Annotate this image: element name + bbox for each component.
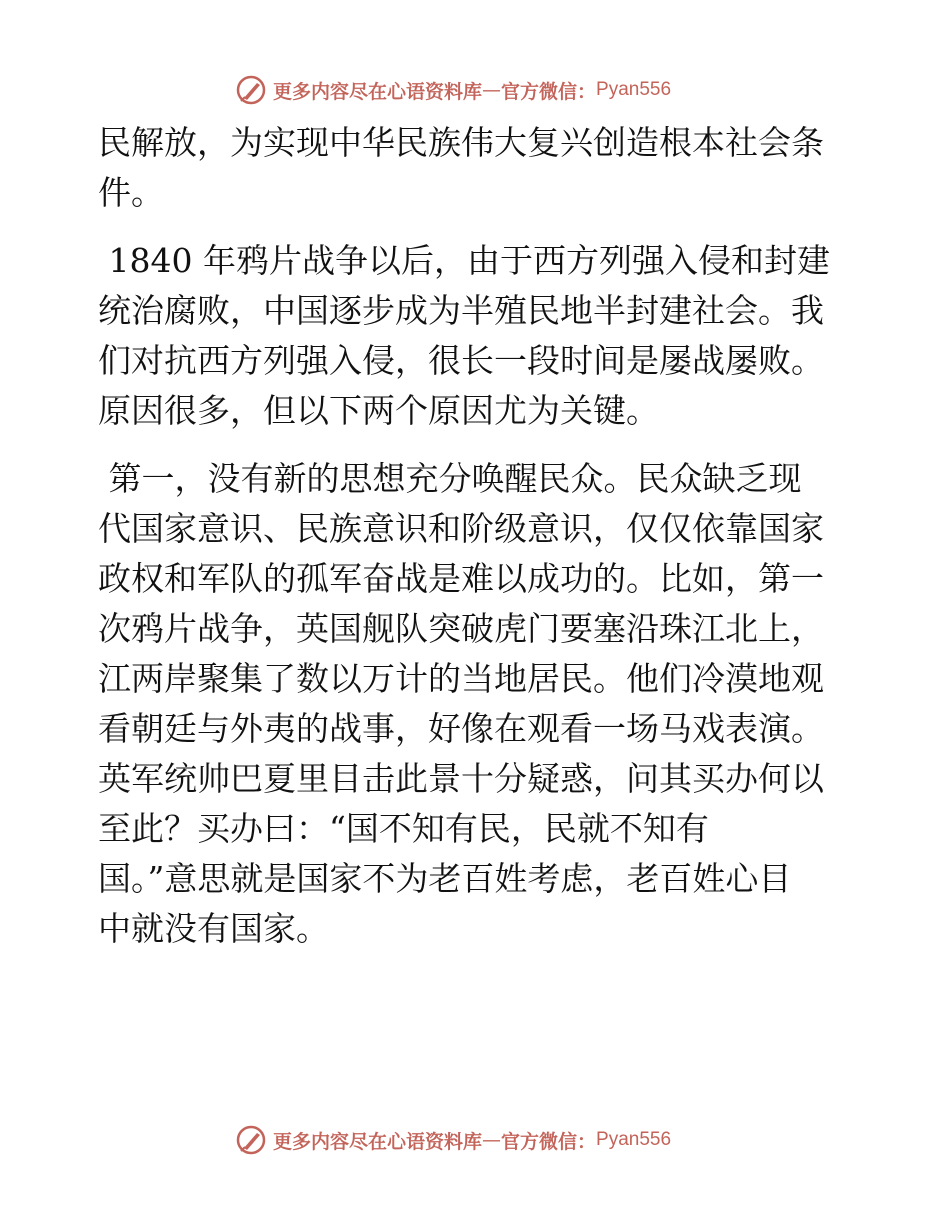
watermark-separator: — [482, 1129, 502, 1151]
paragraph [98, 118, 858, 218]
text-line: 政权和军队的孤军奋战是难以成功的。比如，第一 [98, 559, 824, 598]
header-watermark [235, 72, 715, 108]
watermark-main-text: 更多内容尽在心语资料库 [273, 80, 483, 103]
text-line: 中就没有国家。 [98, 909, 329, 948]
watermark-wechat-id: Pyan556 [596, 1129, 672, 1150]
text-line: 代国家意识、民族意识和阶级意识，仅仅依靠国家 [98, 509, 824, 548]
text-line: 第一，没有新的思想充分唤醒民众。民众缺乏现 [98, 459, 802, 498]
text-line: 件。 [98, 173, 164, 212]
footer-watermark [235, 1122, 715, 1158]
text-line: 江两岸聚集了数以万计的当地居民。他们冷漠地观 [98, 659, 824, 698]
watermark-official-label: 官方微信： [501, 80, 597, 103]
text-line: 统治腐败，中国逐步成为半殖民地半封建社会。我 [98, 291, 824, 330]
text-line: 们对抗西方列强入侵，很长一段时间是屡战屡败。 [98, 341, 824, 380]
text-line: 原因很多，但以下两个原因尤为关键。 [98, 391, 659, 430]
paragraph [98, 454, 858, 954]
watermark-official-label: 官方微信： [501, 1130, 597, 1153]
watermark-wechat-id: Pyan556 [596, 79, 672, 100]
quill-logo-icon [235, 74, 267, 106]
watermark-main-text: 更多内容尽在心语资料库 [273, 1130, 483, 1153]
text-line: 民解放，为实现中华民族伟大复兴创造根本社会条 [98, 123, 824, 162]
watermark-separator: — [482, 79, 502, 101]
text-line: 看朝廷与外夷的战事，好像在观看一场马戏表演。 [98, 709, 824, 748]
text-line: 英军统帅巴夏里目击此景十分疑惑，问其买办何以 [98, 759, 824, 798]
paragraph [98, 236, 858, 436]
text-line: 次鸦片战争，英国舰队突破虎门要塞沿珠江北上， [98, 609, 824, 648]
text-line: 至此？买办曰：“国不知有民，民就不知有 [98, 809, 709, 848]
document-body [98, 118, 858, 954]
quill-logo-icon [235, 1124, 267, 1156]
text-line: 1840 年鸦片战争以后，由于西方列强入侵和封建 [98, 241, 830, 280]
text-line: 国。”意思就是国家不为老百姓考虑，老百姓心目 [98, 859, 792, 898]
